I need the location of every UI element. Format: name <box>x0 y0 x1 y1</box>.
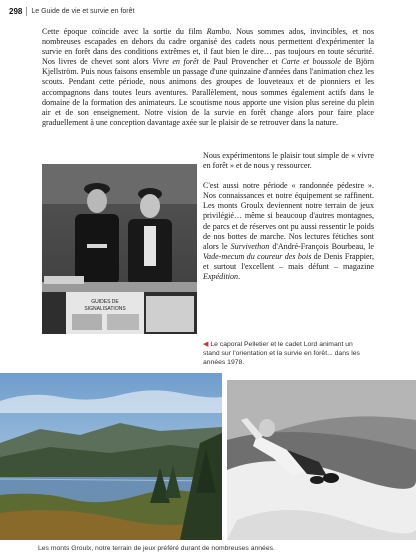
book-title-ref: Survivethon <box>230 241 270 251</box>
page-number: 298 <box>9 6 23 16</box>
continuation-text: Nous expérimentons le plaisir tout simple de « vivre en forêt » et de nous y ressourcer. <box>203 151 374 171</box>
book-title-ref: Expédition <box>203 272 239 282</box>
header-divider <box>26 7 27 16</box>
caption-groulx: Les monts Groulx, notre terrain de jeux préféré durant de nombreuses années. <box>38 545 275 552</box>
text-run: d'André-François Bourbeau, le <box>269 241 374 251</box>
film-title: Rambo <box>206 27 230 36</box>
text-run: Cette époque coïncide avec la sortie du film <box>42 27 207 36</box>
book-title: Le Guide de vie et survie en forêt <box>31 7 135 15</box>
right-paragraph <box>203 181 374 282</box>
photo-cadets-graphic <box>42 164 197 334</box>
sign-text-line2: SIGNALISATIONS <box>84 306 126 312</box>
text-run: C'est aussi notre période « randonnée pédestre ». Nos connaissances et notre équipement se raffinent. Les monts Groulx deviennent notre terrain de jeux privilégié… même si beaucoup d'autres montagnes, de parcs et de réserves ont pu aussi ressentir le poids de nos bottes de marche. Nos lectures fétiches sont alors le <box>203 181 374 251</box>
running-header <box>9 5 134 17</box>
caption-cadets <box>203 340 371 367</box>
text-run: de Björn Kjellström. Puis nous faisons ensemble un passage d'une quinzaine d'années dans l'animation chez les scouts. Pendant cette période, nous animons des groupes de louveteaux et de pionniers et les accompagnons dans toutes leurs aventures. Parallèlement, nous sommes également actifs dans le domaine de la formation des animateurs. Le scoutisme nous apporte une vision plus sereine du plein air et de son enseignement. Notre vision de la survie en forêt change alors pour faire place graduellement à une conception davantage axée sur le plaisir de se retrouver dans la nature. <box>42 57 375 127</box>
photo-snow-graphic <box>227 380 416 540</box>
book-title-ref: Vivre en forêt <box>152 57 199 67</box>
caption-cadets-text: Le caporal Pelletier et le cadet Lord animant un stand sur l'orientation et la survie en forêt... dans les années 1978. <box>203 341 360 366</box>
right-column <box>203 151 374 282</box>
caption-marker-icon: ◀ <box>203 341 209 348</box>
book-title-ref: Vade-mecum du coureur des bois <box>203 251 312 261</box>
text-run: . Nous sommes ados, invincibles, et nos nombreuses escapades en dehors du cadre organisé des cadets nous permettent d'expérimenter la survie en forêt dans des conditions extrêmes et, il faut bien le dire… pas toujours en toute sécurité. Nos livres de chevet sont alors <box>42 27 374 67</box>
book-title-ref: Carte et boussole <box>281 57 341 67</box>
photo-lake-graphic <box>0 373 222 540</box>
text-run: de Paul Provencher et <box>198 57 282 67</box>
text-run: . <box>238 272 241 282</box>
photo-hiker-snow <box>227 380 416 540</box>
sign-text-line1: GUIDES DE <box>91 299 119 305</box>
text-run: de Denis Frappier, et surtout l'excellent – mais défunt – magazine <box>203 251 374 271</box>
main-paragraph <box>42 27 374 128</box>
photo-cadets-stand <box>42 164 197 334</box>
photo-monts-groulx <box>0 373 222 540</box>
